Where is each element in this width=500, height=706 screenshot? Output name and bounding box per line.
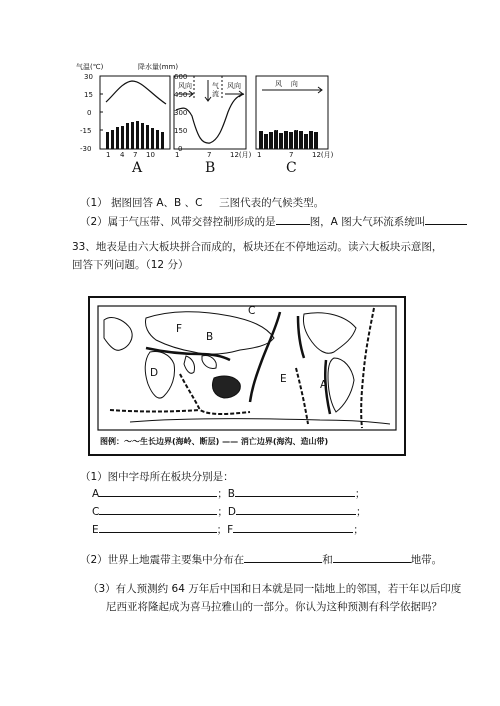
answer-blank[interactable] [276, 214, 310, 225]
temp-tick: 15 [84, 91, 93, 99]
chart-a-temperature-curve [106, 81, 166, 104]
chart-label-a: A [132, 160, 143, 176]
chart-c-xtick: 1 [257, 151, 262, 159]
temp-tick: 0 [87, 109, 92, 117]
blank-row-3: E ；F ； [92, 524, 364, 536]
plate-letter-e: E [280, 373, 287, 385]
earthquake-belt-blank-2[interactable] [333, 552, 411, 563]
plate-map-legend: 图例：～～生长边界(海岭、断层) —— 消亡边界(海沟、造山带) [100, 437, 329, 446]
chart-b-xtick: 1 [175, 151, 180, 159]
chart-label-b: B [205, 160, 216, 176]
chart-a-xtick: 4 [120, 151, 125, 159]
chart-label-c: C [286, 160, 297, 176]
blank-label-d: D [227, 506, 236, 518]
sub-question-2 [80, 552, 442, 567]
plate-map [88, 296, 406, 456]
precip-tick: 600 [174, 73, 188, 81]
continent-north-america-west [104, 318, 132, 351]
continent-south-america [328, 358, 354, 412]
plate-letter-a: A [320, 379, 328, 391]
chart-c-wind: 风 向 [275, 80, 298, 88]
blank-label-f: F [227, 524, 234, 536]
plate-letter-f: F [176, 323, 183, 335]
ridge-mid-atlantic [361, 308, 374, 428]
question-32-2-text-b: 图，A 图大气环流系统叫 [309, 216, 426, 228]
sub-question-2-text-c: 地带。 [410, 554, 443, 566]
chart-a-xtick: 10 [146, 151, 155, 159]
continent-india [184, 356, 195, 373]
ridge-southern [110, 410, 200, 412]
plate-letter-d: D [150, 367, 159, 379]
chart-a-precip-bars [106, 121, 164, 149]
earthquake-belt-blank-1[interactable] [244, 552, 322, 563]
precip-tick: 0 [178, 145, 183, 153]
chart-b-curve [176, 94, 244, 143]
question-33-line2: 回答下列问题。（12 分） [72, 259, 189, 271]
trench-pacific-west [250, 312, 280, 402]
sub-question-3-line1: （3）有人预测约 64 万年后中国和日本就是同一陆地上的邻国，若干年以后印度 [88, 583, 462, 595]
temp-tick: -15 [80, 127, 92, 135]
chart-b-xtick: 7 [207, 151, 212, 159]
sub-question-1: （1）图中字母所在板块分别是： [80, 471, 234, 483]
chart-c-xtick: 7 [289, 151, 294, 159]
continent-north-america [303, 313, 356, 354]
question-32-2 [80, 214, 467, 229]
sub-question-2-text-b: 和 [322, 554, 333, 566]
blank-row-1: A ；B ； [92, 488, 366, 500]
blank-label-a: A [92, 488, 100, 500]
chart-c-precip-bars [259, 130, 318, 149]
plate-letter-b: B [206, 331, 214, 343]
precipitation-axis-title: 降水量(mm) [138, 63, 179, 71]
answer-blank[interactable] [425, 214, 467, 225]
continent-antarctica [130, 419, 390, 424]
question-32-2-text-a: （2）属于气压带、风带交替控制形成的是 [80, 216, 276, 228]
temperature-axis-title: 气温(℃) [76, 63, 104, 71]
chart-b-wind-right: 风向 [227, 82, 241, 90]
chart-b-xtick: 12(月) [230, 151, 252, 159]
temp-tick: -30 [80, 145, 92, 153]
blank-b[interactable] [235, 486, 355, 497]
chart-b-airflow: 气流 [212, 82, 219, 98]
blank-label-e: E [92, 524, 99, 536]
blank-c[interactable] [99, 504, 217, 515]
sub-question-3-line2: 尼西亚将隆起成为喜马拉雅山的一部分。你认为这种预测有科学依据吗？ [106, 601, 442, 613]
blank-row-2: C ；D ； [92, 506, 367, 518]
blank-d[interactable] [236, 504, 356, 515]
precip-tick: 150 [174, 127, 188, 135]
chart-c-xtick: 12(月) [312, 151, 334, 159]
chart-a-xtick: 1 [106, 151, 111, 159]
chart-b-wind-left: 风向 [178, 82, 192, 90]
blank-label-c: C [92, 506, 100, 518]
blank-f[interactable] [233, 522, 353, 533]
temp-tick: 30 [84, 73, 93, 81]
plate-map-svg [90, 298, 404, 454]
precip-tick: 450 [174, 91, 188, 99]
continent-southeast-asia [202, 356, 216, 369]
blank-label-b: B [227, 488, 235, 500]
plate-letter-c: C [248, 305, 256, 317]
chart-a-frame [100, 76, 170, 149]
continent-australia [212, 376, 240, 398]
sub-question-2-text-a: （2）世界上地震带主要集中分布在 [80, 554, 245, 566]
question-32-1: （1） 据图回答 A、B 、C 三图代表的气候类型。 [80, 197, 325, 209]
ridge-east-pacific [296, 368, 308, 424]
question-33-line1: 33、地表是由六大板块拼合而成的，板块还在不停地运动。读六大板块示意图， [72, 241, 443, 253]
climate-figure [70, 60, 350, 180]
precip-tick: 300 [174, 109, 188, 117]
chart-a-xtick: 7 [133, 151, 138, 159]
blank-e[interactable] [99, 522, 217, 533]
blank-a[interactable] [99, 486, 217, 497]
